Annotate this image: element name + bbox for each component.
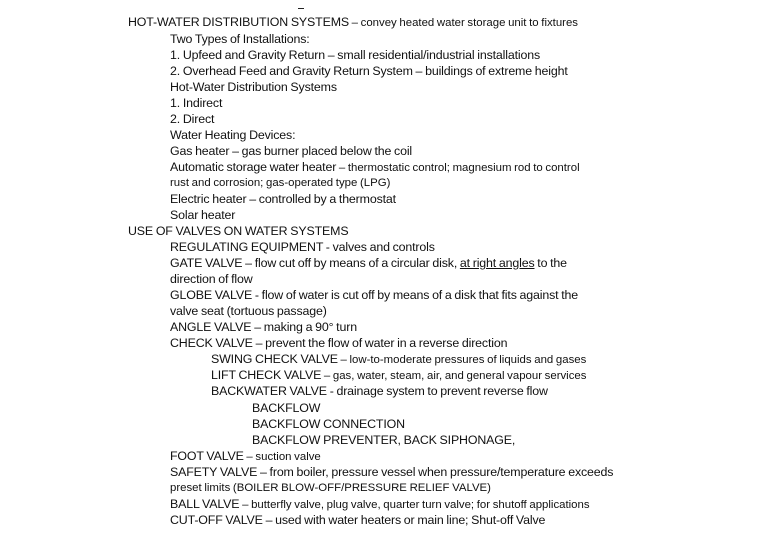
gate-valve-text: GATE VALVE – flow cut off by means of a circular disk, xyxy=(170,256,460,270)
auto-storage-head: Automatic storage water heater xyxy=(170,160,337,174)
backflow-preventer: BACKFLOW PREVENTER, BACK SIPHONAGE, xyxy=(252,433,516,447)
foot-valve xyxy=(170,449,321,465)
swing-check-desc: – low-to-moderate pressures of liquids and gases xyxy=(337,354,587,366)
auto-storage-desc: – thermostatic control; magnesium rod to control xyxy=(336,162,580,174)
heating-devices-heading: Water Heating Devices: xyxy=(170,128,296,142)
auto-storage-heater xyxy=(170,160,580,176)
gate-valve xyxy=(170,256,567,271)
foot-valve-desc: – suction valve xyxy=(243,451,321,463)
swing-check-head: SWING CHECK VALVE xyxy=(211,352,338,366)
hw-title-desc: – convey heated water storage unit to fixtures xyxy=(348,17,578,29)
install-type-1: 1. Upfeed and Gravity Return – small residential/industrial installations xyxy=(170,48,541,62)
lift-check-desc: – gas, water, steam, air, and general vapour services xyxy=(321,370,587,382)
gate-valve-underlined: at right angles xyxy=(459,256,535,270)
cut-off-valve: CUT-OFF VALVE – used with water heaters or main line; Shut-off Valve xyxy=(170,513,546,527)
lift-check-head: LIFT CHECK VALVE xyxy=(211,368,322,382)
angle-valve: ANGLE VALVE – making a 90° turn xyxy=(170,320,357,334)
two-types-heading: Two Types of Installations: xyxy=(170,32,310,46)
auto-storage-continued: rust and corrosion; gas-operated type (LPG) xyxy=(170,177,391,189)
swing-check-valve xyxy=(211,352,586,368)
gas-heater: Gas heater – gas burner placed below the coil xyxy=(170,144,413,158)
safety-valve-continued: preset limits (BOILER BLOW-OFF/PRESSURE RELIEF VALVE) xyxy=(170,482,491,494)
hw-title xyxy=(128,15,578,31)
safety-valve: SAFETY VALVE – from boiler, pressure vessel when pressure/temperature exceeds xyxy=(170,465,614,479)
regulating-equipment: REGULATING EQUIPMENT - valves and controls xyxy=(170,240,435,254)
gate-valve-tail: to the xyxy=(534,256,567,270)
ball-valve-desc: – butterfly valve, plug valve, quarter turn valve; for shutoff applications xyxy=(239,499,590,511)
page-mark xyxy=(298,8,304,9)
globe-valve: GLOBE VALVE - flow of water is cut off by means of a disk that fits against the xyxy=(170,288,579,302)
hw-title-head: HOT-WATER DISTRIBUTION SYSTEMS xyxy=(128,15,349,29)
valves-heading: USE OF VALVES ON WATER SYSTEMS xyxy=(128,224,349,238)
solar-heater: Solar heater xyxy=(170,208,236,222)
hw-systems-heading: Hot-Water Distribution Systems xyxy=(170,80,337,94)
ball-valve-head: BALL VALVE xyxy=(170,497,240,511)
lift-check-valve xyxy=(211,368,586,384)
gate-valve-continued: direction of flow xyxy=(170,272,253,286)
system-indirect: 1. Indirect xyxy=(170,96,223,110)
electric-heater: Electric heater – controlled by a thermostat xyxy=(170,192,396,206)
install-type-2: 2. Overhead Feed and Gravity Return System – buildings of extreme height xyxy=(170,64,568,78)
check-valve: CHECK VALVE – prevent the flow of water in a reverse direction xyxy=(170,336,508,350)
ball-valve xyxy=(170,497,590,513)
backwater-valve: BACKWATER VALVE - drainage system to prevent reverse flow xyxy=(211,384,548,398)
backflow: BACKFLOW xyxy=(252,401,321,415)
system-direct: 2. Direct xyxy=(170,112,215,126)
foot-valve-head: FOOT VALVE xyxy=(170,449,244,463)
backflow-connection: BACKFLOW CONNECTION xyxy=(252,417,405,431)
globe-valve-continued: valve seat (tortuous passage) xyxy=(170,304,327,318)
